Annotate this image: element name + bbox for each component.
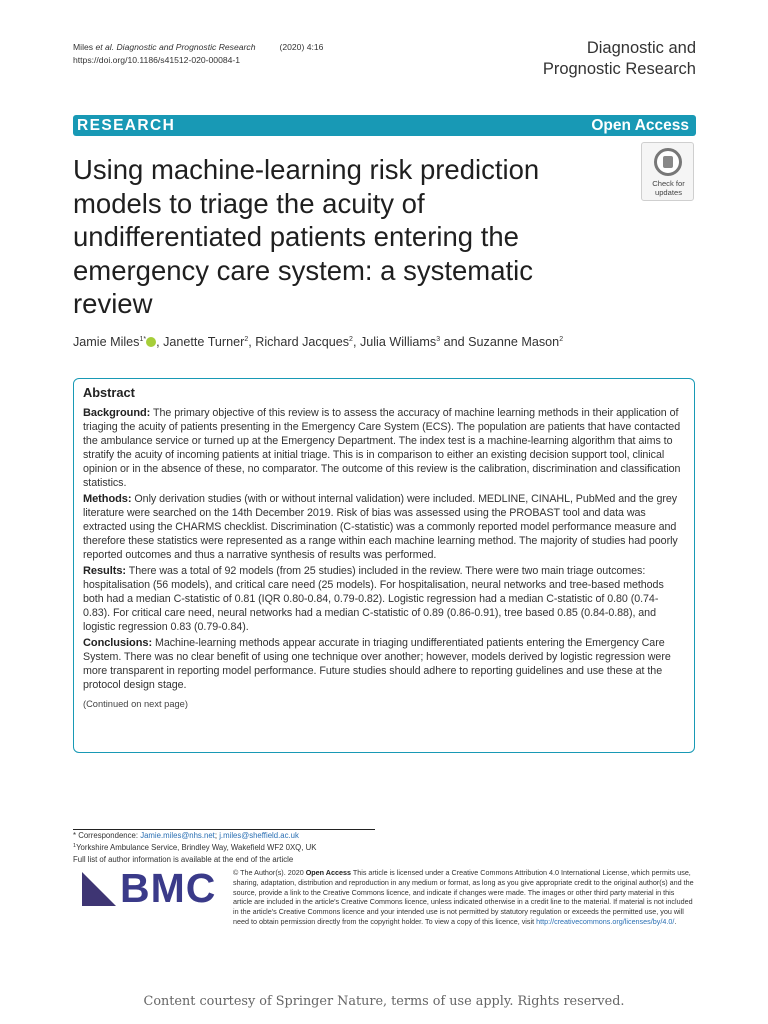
author-affiliation: 2 xyxy=(244,336,249,343)
results-text: There was a total of 92 models (from 25 studies) included in the review. There were two main triage outcomes: hospitalisation (56 models), and critical care need (25 models). For hospitalisation, neural networks and tree-based methods both had a median C-statistic of 0.81 (IQR 0.80-0.84, 0.79-0.82). Logistic regression had a median C-statistic of 0.80 (0.74-0.83). For critical care need, neural networks had a median C-statistic of 0.89 (0.86-0.91), tree based 0.85 (0.84-0.88), and logistic regression 0.83 (0.79-0.84). xyxy=(83,565,664,633)
check-updates-text xyxy=(642,180,695,197)
section-banner xyxy=(73,115,696,136)
check-for-updates-badge[interactable] xyxy=(641,142,694,201)
header-author: Miles xyxy=(73,42,94,52)
author-conjunction: and xyxy=(440,335,469,349)
author-affiliation: 3 xyxy=(436,336,441,343)
author-name: Jamie Miles xyxy=(73,335,140,349)
affiliation-text: Yorkshire Ambulance Service, Brindley Way, Wakefield WF2 0XQ, UK xyxy=(76,843,317,853)
license-text: This article is licensed under a Creative Commons Attribution 4.0 International License, which permits use, sharing, adaptation, distribution and reproduction in any medium or format, as long as you give appropriate credit to the original author(s) and the source, provide a link to the Creative Commons licence, and indicate if changes were made. The images or other third party material in this article are included in the article's Creative Commons licence, unless indicated otherwise in a credit line to the material. If material is not included in the article's Creative Commons licence and your intended use is not permitted by statutory regulation or exceeds the permitted use, you will need to obtain permission directly from the copyright holder. To view a copy of this licence, visit xyxy=(233,868,694,926)
email-link-nhs[interactable]: Jamie.miles@nhs.net xyxy=(140,831,215,840)
abstract-background xyxy=(83,406,685,490)
background-text: The primary objective of this review is to assess the accuracy of machine learning methods in their application of triaging the acuity of patients presenting in the Emergency Care System (ECS). The population are patients that have contacted the ambulance service or turned up at the Emergency Department. The index test is a machine-learning algorithm that aims to stratify the acuity of incoming patients at initial triage. This is in comparison to either an existing decision support tool, clinical opinion or in the absence of these, no comparator. The outcome of this review is the calibration, discrimination and classification statistics. xyxy=(83,407,681,489)
running-header xyxy=(73,41,323,67)
license-notice xyxy=(233,868,695,927)
footnotes xyxy=(73,830,433,865)
license-link[interactable]: http://creativecommons.org/licenses/by/4.0/ xyxy=(536,916,675,926)
affiliation-line xyxy=(73,841,433,853)
author-affiliation: 1* xyxy=(139,336,147,343)
bmc-logo-icon xyxy=(82,872,116,906)
author-name: Janette Turner xyxy=(163,335,245,349)
bookmark-icon xyxy=(654,148,682,176)
author-affiliation: 2 xyxy=(559,336,564,343)
results-label: Results: xyxy=(83,565,126,577)
author-name: Julia Williams xyxy=(359,335,437,349)
email-separator: ; xyxy=(214,831,220,840)
abstract-conclusions xyxy=(83,636,685,692)
journal-name-line2: Prognostic Research xyxy=(542,60,696,78)
check-updates-line2: updates xyxy=(654,187,683,197)
full-list-note: Full list of author information is available at the end of the article xyxy=(73,854,294,864)
section-label: RESEARCH xyxy=(77,117,176,134)
abstract-box xyxy=(73,378,695,753)
abstract-methods xyxy=(83,492,685,562)
copyright-text: © The Author(s). 2020 xyxy=(233,868,306,877)
author-separator: , xyxy=(352,335,360,349)
methods-label: Methods: xyxy=(83,493,132,505)
doi-link[interactable]: https://doi.org/10.1186/s41512-020-00084-1 xyxy=(73,55,241,65)
background-label: Background: xyxy=(83,407,151,419)
author-name: Suzanne Mason xyxy=(468,335,560,349)
author-list xyxy=(73,331,693,351)
open-access-label: Open Access xyxy=(591,117,689,134)
orcid-icon[interactable] xyxy=(146,337,156,347)
license-end: . xyxy=(674,916,677,926)
citation-line xyxy=(73,41,323,54)
correspondence-label: * Correspondence: xyxy=(73,831,141,840)
journal-name xyxy=(500,38,696,80)
header-journal: et al. Diagnostic and Prognostic Research xyxy=(95,42,256,52)
abstract-results xyxy=(83,564,685,634)
license-open-access: Open Access xyxy=(305,868,351,877)
conclusions-label: Conclusions: xyxy=(83,637,153,649)
bmc-logo-text: BMC xyxy=(120,865,217,911)
author-separator: , xyxy=(156,335,164,349)
journal-name-line1: Diagnostic and xyxy=(586,39,696,57)
correspondence-line xyxy=(73,830,433,841)
methods-text: Only derivation studies (with or without internal validation) were included. MEDLINE, CINAHL, PubMed and the grey literature were searched on the 14th December 2019. Risk of bias was assessed using the PROBAST tool and data was extracted using the CHARMS checklist. Discrimination (C-statistic) was a commonly reported model performance measure and therefore these statistics were represented as a range within each machine learning method. The majority of studies had poorly reported outcomes and thus a narrative synthesis of results was performed. xyxy=(83,493,678,561)
courtesy-footer: Content courtesy of Springer Nature, terms of use apply. Rights reserved. xyxy=(143,994,625,1009)
header-volume: (2020) 4:16 xyxy=(279,42,324,52)
email-link-sheffield[interactable]: j.miles@sheffield.ac.uk xyxy=(219,831,299,840)
conclusions-text: Machine-learning methods appear accurate in triaging undifferentiated patients entering the Emergency Care System. There was no clear benefit of using one technique over another; however, models derived by logistic regression were more transparent in reporting model performance. Future studies should adhere to reporting guidelines and use these at the protocol design stage. xyxy=(83,637,671,691)
check-updates-line1: Check for xyxy=(652,179,685,188)
continued-note: (Continued on next page) xyxy=(83,699,188,709)
affiliation-number: 1 xyxy=(73,843,77,850)
author-affiliation: 2 xyxy=(349,336,353,343)
author-name: Richard Jacques xyxy=(255,335,350,349)
author-separator: , xyxy=(248,335,256,349)
abstract-heading: Abstract xyxy=(83,385,135,400)
article-title: Using machine-learning risk prediction models to triage the acuity of undifferentiated patients entering the emergency care system: a systematic review xyxy=(73,154,540,319)
